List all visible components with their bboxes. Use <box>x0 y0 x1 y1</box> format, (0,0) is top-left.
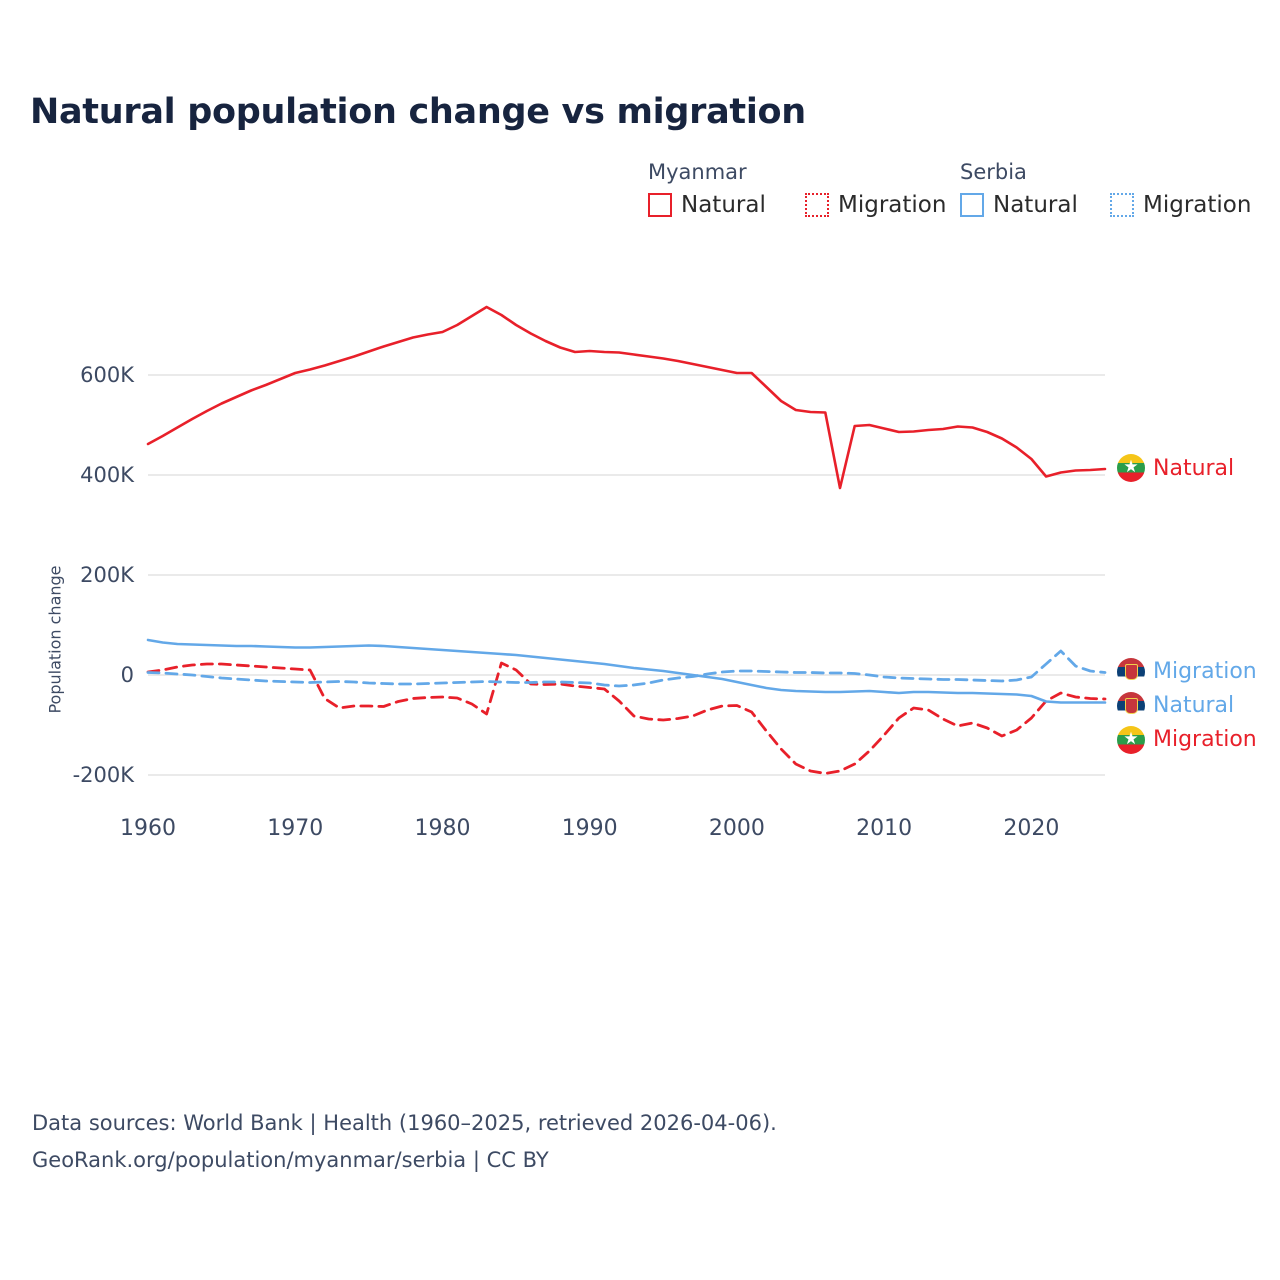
legend-item-serbia-natural[interactable] <box>960 192 1078 218</box>
x-tick-label: 1970 <box>267 816 324 841</box>
series-end-label <box>1117 454 1234 482</box>
legend-group-labels <box>640 160 1260 192</box>
legend-item-serbia-migration[interactable] <box>1110 192 1251 218</box>
legend <box>640 160 1260 232</box>
series-end-label-text: Natural <box>1153 455 1235 481</box>
series-line <box>148 640 1105 703</box>
plot-area <box>0 250 1280 1070</box>
series-end-label-text: Migration <box>1153 727 1257 752</box>
serbia-flag-icon <box>1117 692 1145 720</box>
legend-swatch-dotted-blue-icon <box>1110 193 1134 217</box>
x-tick-label: 1980 <box>414 816 471 841</box>
chart-canvas <box>0 250 1280 1070</box>
legend-item-label: Migration <box>1143 192 1252 218</box>
y-tick-label: 600K <box>80 363 134 387</box>
x-tick-label: 1960 <box>120 816 176 841</box>
y-tick-label: 0 <box>120 663 134 687</box>
y-tick-label: -200K <box>72 763 134 787</box>
y-tick-label: 200K <box>80 563 134 587</box>
x-tick-label: 2020 <box>1003 816 1060 841</box>
footer-credits <box>32 1105 777 1179</box>
legend-group-serbia: Serbia <box>960 160 1027 184</box>
legend-item-label: Natural <box>993 192 1078 218</box>
series-end-label <box>1117 658 1257 686</box>
footer-line-1: Data sources: World Bank | Health (1960–2025, retrieved 2026-04-06). <box>32 1111 777 1135</box>
footer-line-2: GeoRank.org/population/myanmar/serbia | CC BY <box>32 1147 549 1172</box>
serbia-flag-icon <box>1117 658 1145 686</box>
myanmar-flag-icon <box>1117 726 1145 754</box>
series-end-label-text: Migration <box>1153 659 1257 684</box>
legend-swatch-solid-red-icon <box>648 193 672 217</box>
x-tick-label: 2000 <box>708 816 765 841</box>
series-line <box>148 307 1105 488</box>
legend-item-myanmar-migration[interactable] <box>805 192 946 218</box>
legend-item-label: Natural <box>681 192 766 218</box>
series-end-label <box>1117 726 1257 754</box>
series-end-label-text: Natural <box>1153 693 1235 718</box>
legend-group-myanmar: Myanmar <box>648 160 747 184</box>
x-tick-label: 2010 <box>856 816 913 841</box>
y-axis-label: Population change <box>45 565 65 714</box>
myanmar-flag-icon <box>1117 454 1145 482</box>
legend-swatch-solid-blue-icon <box>960 193 984 217</box>
legend-item-myanmar-natural[interactable] <box>648 192 766 218</box>
legend-item-label: Migration <box>838 192 947 218</box>
x-tick-label: 1990 <box>561 816 618 841</box>
legend-items <box>640 192 1260 232</box>
page-title: Natural population change vs migration <box>30 92 806 132</box>
legend-swatch-dotted-red-icon <box>805 193 829 217</box>
series-end-label <box>1117 692 1234 720</box>
y-tick-label: 400K <box>80 463 134 487</box>
